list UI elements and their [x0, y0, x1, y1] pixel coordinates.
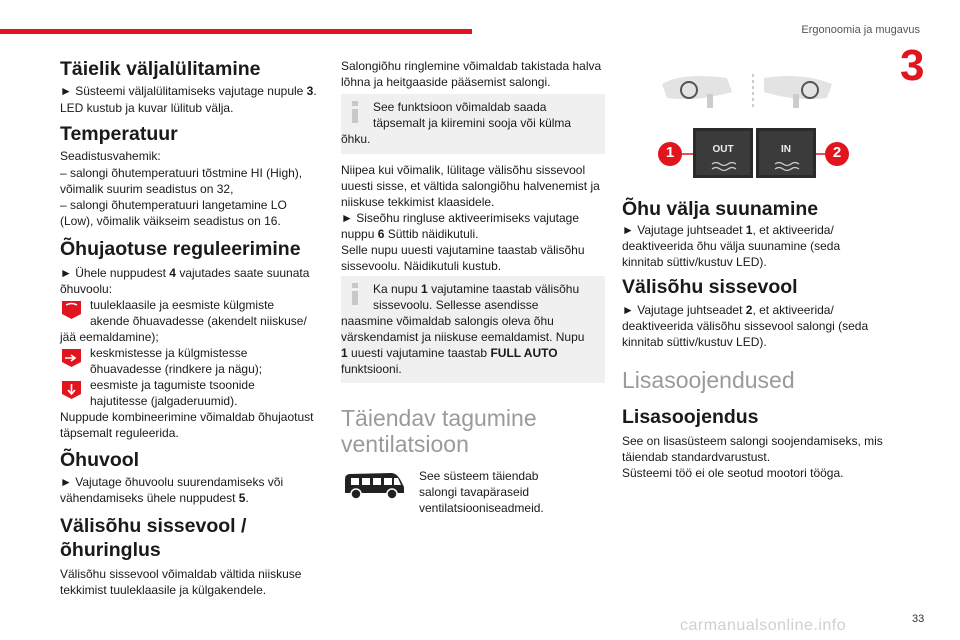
van-icon [341, 469, 407, 501]
header-accent-bar [0, 29, 472, 34]
paragraph: (Low), võimalik väikseim seadistus on 16. [60, 214, 281, 228]
section-title: Ergonoomia ja mugavus [801, 24, 920, 36]
list-item: õhuavadesse (rindkere ja nägu); [90, 362, 263, 376]
face-distribution-icon [60, 348, 83, 368]
paragraph: tekkimist tuuleklaasile ja külgakendele. [60, 583, 267, 597]
paragraph: sissevoolu. Näidikutuli kustub. [341, 259, 502, 273]
paragraph: Salongiõhu ringlemine võimaldab takistada halva [341, 59, 602, 73]
info-note: Ka nupu 1 vajutamine taastab välisõhu sissevoolu. Sellesse asendisse naasmine võimaldab salongis oleva õhu värskendamist ja niiskuse eemaldamist. Nupu 1 uuesti vajutamine taastab FULL AUTO funktsiooni. [341, 276, 605, 383]
paragraph: Süsteemi töö ei ole seotud mootori tööga. [622, 466, 844, 480]
paragraph: kinnitab süttiv/kustuv LED). [622, 255, 767, 269]
callout-1: 1 [665, 144, 675, 161]
paragraph: kinnitab süttiv/kustuv LED). [622, 335, 767, 349]
paragraph: nuppu 6 Süttib näidikutuli. [341, 227, 479, 241]
list-item: hajutitesse (jalgaderuumid). [90, 394, 238, 408]
paragraph: ventilatsiooniseadmeid. [419, 501, 544, 515]
paragraph: võimalik suurim seadistus on 32, [60, 182, 234, 196]
heading-fresh-air-intake: Välisõhu sissevool [622, 276, 798, 298]
heading-temperature: Temperatuur [60, 123, 178, 145]
paragraph: ► Süsteemi väljalülitamiseks vajutage nupule 3. [60, 84, 317, 98]
paragraph: lõhna ja heitgaaside pääsemist salongi. [341, 75, 551, 89]
paragraph: deaktiveerida õhu välja suunamine (seda [622, 239, 841, 253]
heading-additional-heaters: Lisasoojendused [622, 367, 795, 393]
list-item: jää eemaldamine); [60, 330, 159, 344]
paragraph: ► Vajutage juhtseadet 2, et aktiveerida/ [622, 303, 834, 317]
control-panel-illustration [622, 70, 884, 182]
heading-fresh-air-recirculation: Välisõhu sissevool / [60, 515, 247, 537]
paragraph: ► Vajutage juhtseadet 1, et aktiveerida/ [622, 223, 834, 237]
windscreen-distribution-icon [60, 300, 83, 320]
paragraph: ► Siseõhu ringluse aktiveerimiseks vajutage [341, 211, 579, 225]
paragraph: ► Ühele nuppudest 4 vajutades saate suunata [60, 266, 310, 280]
paragraph: See on lisasüsteem salongi soojendamiseks, mis [622, 434, 883, 448]
paragraph: uuesti sisse, et vältida salongiõhu halvenemist ja [341, 179, 600, 193]
info-note: See funktsioon võimaldab saada täpsemalt ja kiiremini sooja või külma õhku. [341, 94, 605, 154]
paragraph: See süsteem täiendab [419, 469, 539, 483]
paragraph: Nuppude kombineerimine võimaldab õhujaotust [60, 410, 314, 424]
heading-rear-ventilation-line2: ventilatsioon [341, 431, 469, 457]
heading-full-shutdown: Täielik väljalülitamine [60, 58, 261, 80]
list-item: keskmistesse ja külgmistesse [90, 346, 248, 360]
chapter-number: 3 [900, 41, 925, 90]
paragraph: Niipea kui võimalik, lülitage välisõhu sissevool [341, 163, 586, 177]
paragraph: LED kustub ja kuvar lülitub välja. [60, 101, 234, 115]
paragraph: salongi tavapäraseid [419, 485, 530, 499]
paragraph: ► Vajutage õhuvoolu suurendamiseks või [60, 475, 284, 489]
list-item: akende õhuavadesse (akendelt niiskuse/ [90, 314, 307, 328]
paragraph: täiendab standardvarustust. [622, 450, 771, 464]
out-button-label: OUT [712, 144, 734, 155]
paragraph: Seadistusvahemik: [60, 149, 161, 163]
list-item: eesmiste ja tagumiste tsoonide [90, 378, 255, 392]
watermark: carmanualsonline.info [680, 617, 847, 634]
page-number: 33 [912, 613, 925, 625]
info-icon [348, 101, 362, 123]
footwell-distribution-icon [60, 380, 83, 400]
paragraph: Selle nupu uuesti vajutamine taastab välisõhu [341, 243, 585, 257]
heading-additional-heater: Lisasoojendus [622, 406, 759, 428]
paragraph: – salongi õhutemperatuuri langetamine LO [60, 198, 287, 212]
in-button-label: IN [781, 144, 791, 155]
heading-rear-ventilation: Täiendav tagumine [341, 405, 537, 431]
callout-2: 2 [832, 144, 842, 161]
paragraph: õhuvoolu: [60, 282, 113, 296]
paragraph: – salongi õhutemperatuuri tõstmine HI (High), [60, 166, 303, 180]
paragraph: niiskuse tekkimist klaasidele. [341, 195, 495, 209]
paragraph: Välisõhu sissevool võimaldab vältida niiskuse [60, 567, 302, 581]
paragraph: täpsemalt reguleerida. [60, 426, 179, 440]
heading-air-out: Õhu välja suunamine [622, 198, 819, 220]
info-icon [348, 283, 362, 305]
paragraph: vähendamiseks ühele nuppudest 5. [60, 491, 249, 505]
heading-air-flow: Õhuvool [60, 449, 140, 471]
list-item: tuuleklaasile ja eesmiste külgmiste [90, 298, 275, 312]
heading-fresh-air-recirculation-line2: õhuringlus [60, 539, 161, 561]
paragraph: deaktiveerida välisõhu sissevool salongi (seda [622, 319, 869, 333]
heading-air-distribution: Õhujaotuse reguleerimine [60, 238, 301, 260]
